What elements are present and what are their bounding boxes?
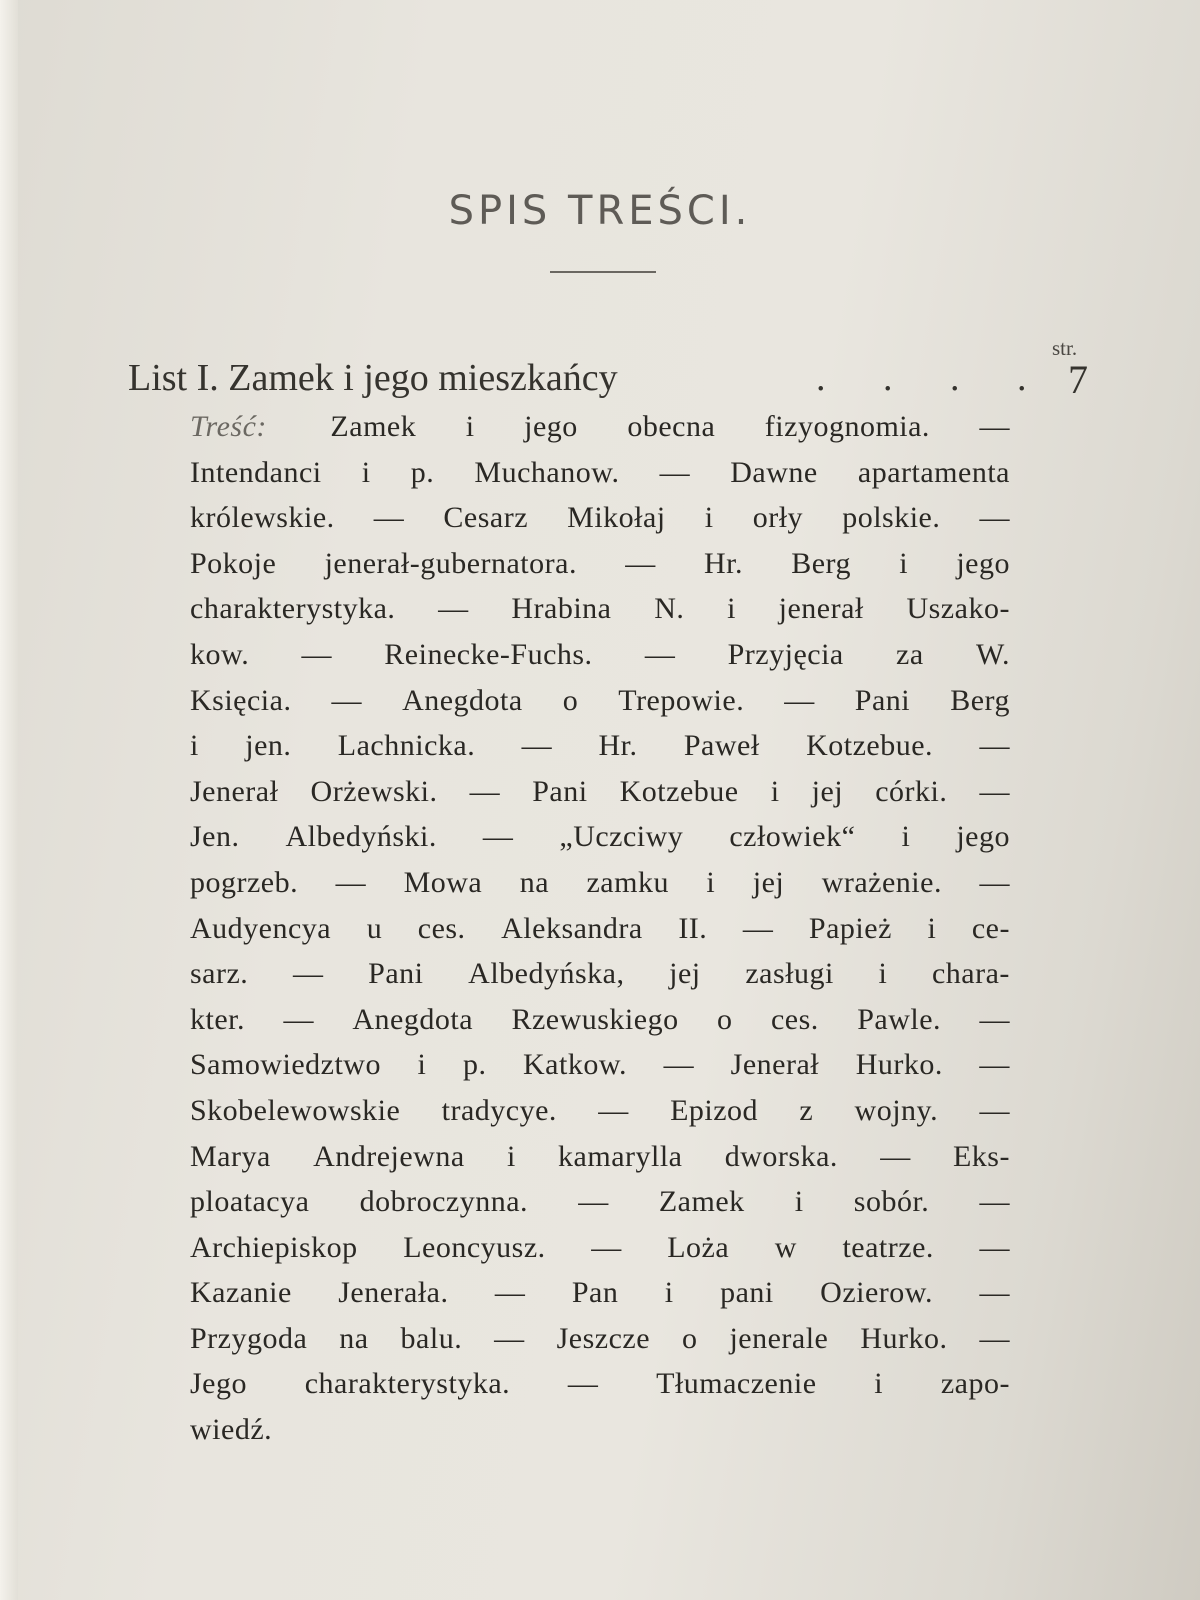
summary-word: człowiek“ [729, 820, 856, 854]
summary-word: jego [956, 820, 1010, 854]
summary-word: Intendanci [190, 455, 322, 489]
summary-word: Aleksandra [501, 911, 643, 945]
summary-word: Przyjęcia [727, 637, 844, 671]
summary-word: Berg [791, 546, 851, 580]
summary-word: u [366, 911, 383, 945]
summary-word: — [979, 1093, 1010, 1127]
summary-word: jej [811, 774, 844, 808]
summary-word: i [899, 546, 909, 580]
summary-line [190, 632, 1010, 678]
summary-word: pani [720, 1276, 774, 1310]
summary-word: chara- [931, 957, 1010, 991]
summary-word: N. [654, 592, 685, 626]
summary-word: Mikołaj [567, 501, 666, 535]
summary-word: córki. [875, 774, 948, 808]
summary-word: ces. [770, 1002, 819, 1036]
summary-word: Berg [950, 683, 1010, 717]
summary-word: i [874, 1367, 884, 1401]
summary-word: Marya [190, 1139, 271, 1173]
summary-word: — [979, 501, 1010, 535]
summary-word: Ozierow. [820, 1276, 933, 1310]
page-edge [0, 0, 18, 1600]
summary-word: Anegdota [402, 683, 523, 717]
summary-word: Cesarz [443, 501, 529, 535]
summary-word: Pokoje [190, 546, 277, 580]
summary-word: Kotzebue. [806, 729, 934, 763]
summary-word: Albedyńska, [468, 957, 625, 991]
summary-word: — [335, 865, 367, 899]
summary-word: — [494, 1321, 525, 1355]
summary-word: Samowiedztwo [190, 1048, 381, 1082]
summary-word: Jego [190, 1367, 247, 1401]
summary-word: Papież [808, 911, 892, 945]
summary-word: królewskie. [190, 501, 335, 535]
summary-word: i [417, 1048, 427, 1082]
summary-word: jej [752, 865, 785, 899]
summary-word: i [901, 820, 911, 854]
summary-line [190, 495, 1010, 541]
summary-word: wiedź. [190, 1413, 273, 1447]
summary-word: — [469, 774, 501, 808]
summary-line [190, 997, 1010, 1043]
summary-word: Hurko. [860, 1321, 948, 1355]
summary-word: — [373, 501, 405, 535]
summary-word: — [292, 957, 324, 991]
summary-word: i [878, 957, 888, 991]
summary-word: Andrejewna [313, 1139, 465, 1173]
summary-word: i [506, 1139, 516, 1173]
summary-word: kamarylla [558, 1139, 683, 1173]
summary-word: — [979, 1185, 1010, 1219]
summary-word: i [794, 1185, 804, 1219]
summary-word: — [663, 1048, 695, 1082]
summary-word: — [979, 729, 1010, 763]
summary-word: Paweł [683, 729, 760, 763]
summary-line [190, 450, 1010, 496]
summary-word: i [190, 729, 199, 763]
summary-word: — [521, 729, 553, 763]
summary-word: — [880, 1139, 911, 1173]
summary-word: ce- [971, 911, 1010, 945]
summary-line [190, 586, 1010, 632]
summary-word: dobroczynna. [359, 1185, 529, 1219]
summary-word: zapo- [940, 1367, 1010, 1401]
summary-word: o [682, 1321, 698, 1355]
entry-page-number: 7 [1068, 357, 1088, 402]
summary-word: Pani [532, 774, 588, 808]
summary-line [190, 1316, 1010, 1362]
summary-line [190, 769, 1010, 815]
summary-word: Lachnicka. [337, 729, 476, 763]
summary-word: Jenerała. [338, 1276, 449, 1310]
summary-word: — [494, 1276, 526, 1310]
summary-word: Epizod [670, 1093, 759, 1127]
summary-label: Treść: [190, 410, 267, 443]
summary-word: — [784, 683, 815, 717]
summary-word: „Uczciwy [559, 820, 684, 854]
summary-word: kter. [190, 1002, 245, 1036]
summary-word: w [774, 1230, 797, 1264]
summary-word: sobór. [853, 1185, 930, 1219]
summary-word: jej [669, 957, 701, 991]
summary-word: Pani [368, 957, 424, 991]
summary-word: Księcia. [190, 683, 292, 717]
summary-line [190, 814, 1010, 860]
entry-title: List I. Zamek i jego mieszkańcy [128, 357, 618, 399]
entry-summary [190, 404, 1010, 1453]
summary-word: Leoncyusz. [403, 1230, 546, 1264]
summary-word: — [979, 1048, 1010, 1082]
summary-word: Jeszcze [556, 1321, 651, 1355]
summary-word: Hr. [703, 546, 743, 580]
summary-word: Pan [571, 1276, 619, 1310]
summary-word: — [979, 774, 1010, 808]
summary-word: jenerale [729, 1321, 829, 1355]
heading-rule [550, 271, 656, 273]
summary-word: Rzewuskiego [511, 1002, 679, 1036]
summary-line [190, 723, 1010, 769]
summary-word: Pawle. [857, 1002, 942, 1036]
summary-word: Loża [667, 1230, 730, 1264]
summary-word: Pani [854, 683, 911, 717]
page-heading: SPIS TREŚCI. [448, 188, 752, 234]
summary-line [190, 1270, 1010, 1316]
summary-word: o [717, 1002, 733, 1036]
summary-word: Muchanow. [474, 455, 620, 489]
summary-word: Mowa [403, 865, 483, 899]
summary-word: Jenerał [730, 1048, 820, 1082]
summary-word: II. [678, 911, 708, 945]
summary-line [190, 860, 1010, 906]
summary-word: wojny. [854, 1093, 939, 1127]
summary-word: Przygoda [190, 1321, 308, 1355]
summary-word: — [742, 911, 774, 945]
summary-word: Hurko. [855, 1048, 943, 1082]
summary-word: — [979, 1276, 1010, 1310]
summary-line [190, 1361, 1010, 1407]
summary-word: Hr. [598, 729, 638, 763]
summary-word: jego [956, 546, 1010, 580]
summary-word: i [465, 410, 475, 443]
summary-word: — [598, 1093, 629, 1127]
summary-word: zasługi [745, 957, 834, 991]
summary-word: — [659, 455, 691, 489]
page-column-label: str. [1052, 336, 1078, 360]
summary-word: Kotzebue [619, 774, 739, 808]
summary-word: — [301, 637, 332, 671]
summary-line [190, 1088, 1010, 1134]
summary-word: obecna [627, 410, 716, 443]
summary-word: — [567, 1367, 599, 1401]
summary-word: apartamenta [857, 455, 1010, 489]
summary-word: Anegdota [352, 1002, 474, 1036]
summary-word: — [283, 1002, 314, 1036]
summary-word: Uszako- [906, 592, 1010, 626]
summary-word: orły [752, 501, 804, 535]
summary-word: jen. [245, 729, 292, 763]
summary-word: i [704, 501, 714, 535]
summary-word: i [361, 455, 371, 489]
summary-word: — [979, 1230, 1010, 1264]
summary-word: — [578, 1185, 609, 1219]
summary-word: Orżewski. [310, 774, 438, 808]
summary-word: ploatacya [190, 1185, 310, 1219]
summary-word: — [979, 410, 1010, 443]
summary-word: za [896, 637, 924, 671]
summary-word: — [331, 683, 363, 717]
summary-word: jenerał [778, 592, 864, 626]
summary-line [190, 951, 1010, 997]
summary-word: — [591, 1230, 622, 1264]
summary-word: Reinecke-Fuchs. [384, 637, 593, 671]
summary-word: i [664, 1276, 674, 1310]
summary-word: jenerał-gubernatora. [324, 546, 577, 580]
summary-word: Tłumaczenie [656, 1367, 817, 1401]
summary-word: — [482, 820, 514, 854]
summary-word: Kazanie [190, 1276, 292, 1310]
summary-word: — [438, 592, 469, 626]
summary-word: charakterystyka. [304, 1367, 511, 1401]
summary-line [190, 1042, 1010, 1088]
summary-word: charakterystyka. [190, 592, 396, 626]
summary-word: i [927, 911, 937, 945]
summary-word: kow. [190, 637, 250, 671]
summary-word: Trepowie. [618, 683, 745, 717]
summary-word: — [644, 637, 676, 671]
toc-entry [128, 356, 1098, 402]
summary-word: polskie. [842, 501, 941, 535]
summary-line [190, 678, 1010, 724]
summary-word: jego [524, 410, 578, 443]
summary-word: Archiepiskop [190, 1230, 358, 1264]
summary-word: tradycye. [441, 1093, 557, 1127]
summary-word: balu. [400, 1321, 463, 1355]
summary-line [190, 404, 1010, 450]
summary-word: p. [462, 1048, 487, 1082]
summary-word: Zamek [330, 410, 417, 443]
summary-word: i [770, 774, 780, 808]
summary-word: Dawne [730, 455, 818, 489]
summary-word: — [979, 1321, 1010, 1355]
summary-line [190, 1134, 1010, 1180]
summary-line [190, 906, 1010, 952]
summary-word: Skobelewowskie [190, 1093, 401, 1127]
summary-word: Hrabina [511, 592, 612, 626]
summary-word: na [519, 865, 550, 899]
summary-word: Eks- [952, 1139, 1010, 1173]
summary-line [190, 1179, 1010, 1225]
summary-line [190, 541, 1010, 587]
summary-line [190, 1407, 1010, 1453]
summary-word: W. [975, 637, 1010, 671]
summary-word: Albedyński. [285, 820, 437, 854]
summary-word: dworska. [724, 1139, 838, 1173]
summary-word: i [706, 865, 716, 899]
summary-word: sarz. [190, 957, 249, 991]
entry-leader-dots: . . . . [816, 357, 1051, 399]
summary-word: Zamek [658, 1185, 745, 1219]
summary-word: z [799, 1093, 814, 1127]
summary-word: i [727, 592, 736, 626]
summary-word: Jen. [190, 820, 240, 854]
summary-word: p. [410, 455, 435, 489]
summary-word: zamku [586, 865, 669, 899]
summary-word: pogrzeb. [190, 865, 299, 899]
summary-word: wrażenie. [821, 865, 942, 899]
summary-word: — [979, 1002, 1010, 1036]
summary-word: o [562, 683, 579, 717]
summary-word: Audyencya [190, 911, 332, 945]
summary-word: na [339, 1321, 369, 1355]
summary-word: — [625, 546, 656, 580]
summary-word: ces. [417, 911, 466, 945]
summary-word: fizyognomia. [764, 410, 930, 443]
summary-line [190, 1225, 1010, 1271]
summary-word: Jenerał [190, 774, 279, 808]
summary-word: teatrze. [842, 1230, 934, 1264]
summary-word: — [979, 865, 1010, 899]
summary-word: Katkow. [523, 1048, 628, 1082]
